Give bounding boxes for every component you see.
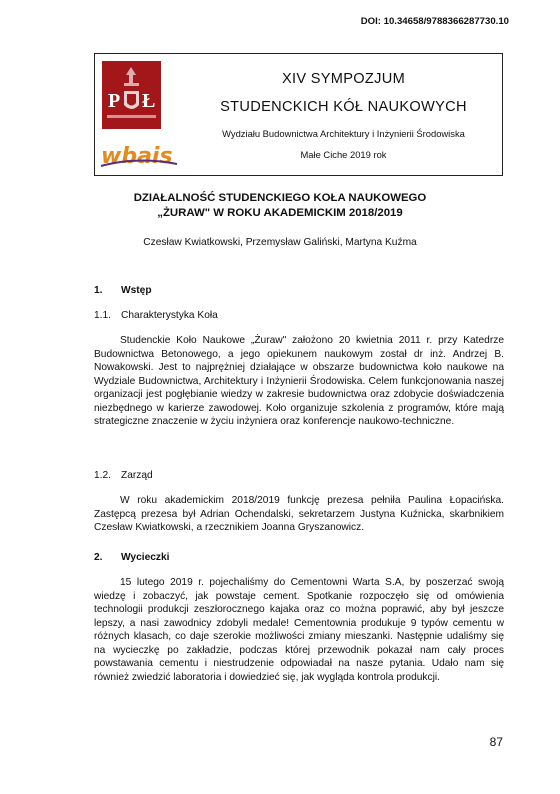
svg-text:Ł: Ł bbox=[142, 90, 156, 112]
svg-text:P: P bbox=[108, 90, 121, 112]
university-logo bbox=[102, 61, 161, 129]
symposium-location: Małe Ciche 2019 rok bbox=[300, 149, 387, 160]
paragraph-board: W roku akademickim 2018/2019 funkcję prezesa pełniła Paulina Łopacińska. Zastępcą prezesa był Adrian Ochendalski, sekretarzem Justyna Kuźnicka, skarbnikiem Czesław Kwiatkowski, a rzecznikiem Joanna Gryszanowicz. bbox=[94, 495, 504, 533]
section-title: Charakterystyka Koła bbox=[121, 310, 218, 321]
doi-label: DOI: 10.34658/9788366287730.10 bbox=[360, 16, 509, 27]
section-1-heading bbox=[94, 285, 152, 296]
section-1-1-heading bbox=[94, 310, 218, 321]
faculty-logo bbox=[99, 142, 179, 168]
symposium-number: XIV SYMPOZJUM bbox=[281, 71, 406, 87]
section-title: Wstęp bbox=[121, 285, 152, 296]
page-number: 87 bbox=[489, 735, 503, 749]
paper-title-line-1: DZIAŁALNOŚĆ STUDENCKIEGO KOŁA NAUKOWEGO bbox=[133, 192, 427, 204]
section-2-heading bbox=[94, 552, 170, 563]
section-number: 2. bbox=[94, 552, 103, 563]
section-1-2-heading bbox=[94, 470, 153, 481]
symposium-title: STUDENCKICH KÓŁ NAUKOWYCH bbox=[220, 99, 467, 115]
section-title: Zarząd bbox=[121, 470, 153, 481]
paragraph-trips: 15 lutego 2019 r. pojechaliśmy do Cementowni Warta S.A, by poszerzać swoją wiedzę i zobaczyć, jak powstaje cement. Spotkanie rozpoczęło się od omówienia technologii produkcji zeszłorocznego kajaka oraz co można poprawić, aby był jeszcze lepszy, a nasi zawodnicy zdobyli medale! Cementownia produkuje 9 typów cementu w różnych klasach, co daje szerokie możliwości zmiany mieszanki. Następnie udaliśmy się na wycieczkę po zakładzie, podczas której przewodnik pokazał nam cały proces powstawania cementu i niestrudzenie odpowiadał na nasze pytania. Udało nam się również zwiedzić laboratoria i dowiedzieć się, jak wygląda kontrola produkcji. bbox=[94, 577, 504, 683]
paragraph-characteristics: Studenckie Koło Naukowe „Żuraw" założono 20 kwietnia 2011 r. przy Katedrze Budownictwa Betonowego, a jego opiekunem naukowym został dr inż. Andrzej B. Nowakowski. Jest to najprężniej działające w obszarze budownictwa koło naukowe na Wydziale Budownictwa, Architektury i Inżynierii Środowiska. Celem funkcjonowania naszej organizacji jest pogłębianie wiedzy w zakresie budownictwa oraz zdobycie doświadczenia niezbędnego w karierze zawodowej. Koło organizuje szkolenia z programów, które mają strategiczne znaczenie w życiu inżyniera oraz konferencje naukowo-techniczne. bbox=[94, 335, 504, 427]
section-title: Wycieczki bbox=[121, 552, 170, 563]
faculty-name: Wydziału Budownictwa Architektury i Inżynierii Środowiska bbox=[222, 128, 465, 139]
svg-text:wbais: wbais bbox=[101, 144, 173, 168]
paper-title-line-2: „ŻURAW" W ROKU AKADEMICKIM 2018/2019 bbox=[157, 207, 403, 219]
authors: Czesław Kwiatkowski, Przemysław Galiński, Martyna Kuźma bbox=[143, 237, 417, 248]
symposium-header bbox=[94, 53, 503, 176]
section-number: 1.1. bbox=[94, 310, 111, 321]
section-number: 1. bbox=[94, 285, 103, 296]
section-number: 1.2. bbox=[94, 470, 111, 481]
